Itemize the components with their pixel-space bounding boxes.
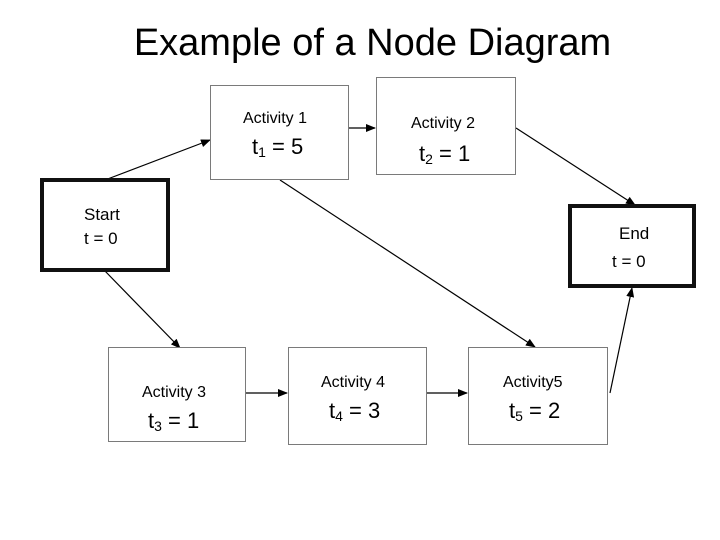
activity-4-duration: $t_4 = 3$ [329,398,381,424]
activity-5-node [468,347,608,445]
start-time: t = 0 [84,229,118,248]
end-time: t = 0 [612,252,646,271]
diagram-title: Example of a Node Diagram [133,22,612,64]
activity-3-duration: $t_3 = 1$ [148,408,200,434]
end-label: End [619,224,650,243]
edge-start-a3 [104,270,180,348]
activity-4-label: Activity 4 [321,374,386,391]
activity-2-node [376,77,516,175]
activity-1-label: Activity 1 [243,110,308,127]
activity-2-label: Activity 2 [411,115,476,132]
activity-1-node [210,85,349,180]
activity-5-label: Activity5 [503,374,563,391]
start-node [40,178,170,272]
edge-start-a1 [105,140,210,180]
end-node [568,204,696,288]
activity-5-duration: $t_5 = 2$ [509,398,561,424]
edge-a1-a5 [280,180,535,347]
start-label: Start [84,205,120,224]
activity-4-node [288,347,427,445]
edge-a2-end [516,128,635,205]
activity-3-node [108,347,246,442]
activity-2-duration: $t_2 = 1$ [419,141,471,167]
activity-3-label: Activity 3 [142,384,207,401]
edge-a5-end [610,288,632,393]
activity-1-duration: $t_1 = 5$ [252,134,304,160]
